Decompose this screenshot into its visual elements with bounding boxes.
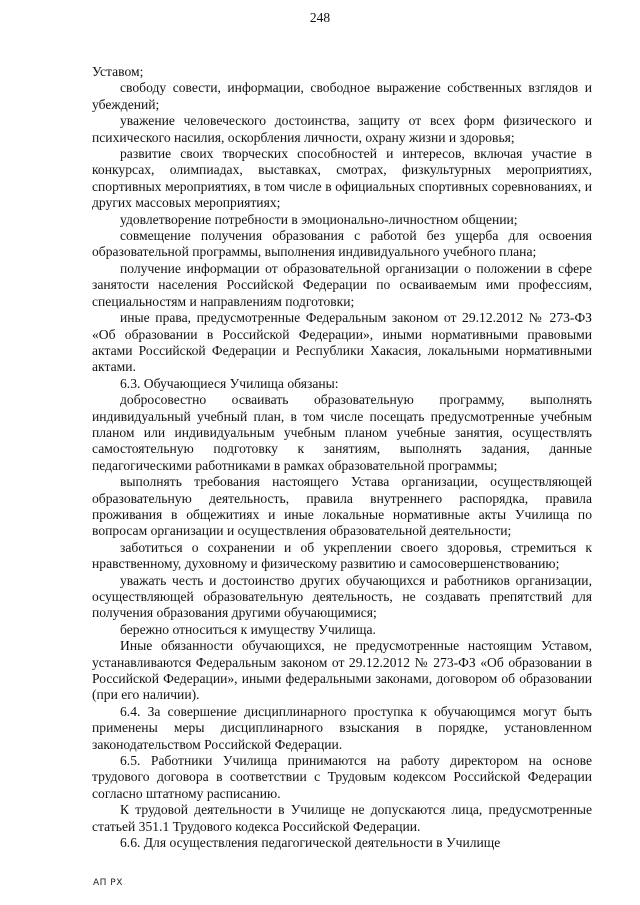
- paragraph: получение информации от образовательной организации о положении в сфере занятости населения Российской Федерации по осваиваемым ими профессиям, специальностям и направлениям подготовки;: [92, 260, 592, 309]
- paragraph: совмещение получения образования с работой без ущерба для освоения образовательной программы, выполнения индивидуального учебного плана;: [92, 228, 592, 260]
- section-heading: 6.3. Обучающиеся Училища обязаны:: [120, 375, 339, 391]
- paragraph: уважать честь и достоинство других обучающихся и работников организации, осуществляющей образовательную деятельность, не создавать препятствий для получения образования другими обучающимися;: [92, 572, 592, 621]
- paragraph: развитие своих творческих способностей и интересов, включая участие в конкурсах, олимпиадах, выставках, смотрах, физкультурных мероприятиях, спортивных мероприятиях, в том числе в официальных спортивных соревнованиях, и других массовых мероприятиях;: [92, 146, 592, 211]
- paragraph: удовлетворение потребности в эмоционально-личностном общении;: [120, 211, 518, 227]
- paragraph: Иные обязанности обучающихся, не предусмотренные настоящим Уставом, устанавливаются Федеральным законом от 29.12.2012 № 273-ФЗ «Об образовании в Российской Федерации», иными федеральными законами, договором об образовании (при его наличии).: [92, 638, 592, 703]
- paragraph: 6.5. Работники Училища принимаются на работу директором на основе трудового договора в соответствии с Трудовым кодексом Российской Федерации согласно штатному расписанию.: [92, 753, 592, 801]
- archive-stamp: АП РХ: [93, 878, 123, 888]
- paragraph: добросовестно осваивать образовательную программу, выполнять индивидуальный учебный план, в том числе посещать предусмотренные учебным планом или индивидуальным учебным планом учебные занятия, осуществлять самостоятельную подготовку к занятиям, выполнять задания, данные педагогическими работниками в рамках образовательной программы;: [92, 392, 592, 473]
- paragraph: бережно относиться к имуществу Училища.: [120, 621, 376, 637]
- page-number: 248: [309, 10, 331, 25]
- paragraph: К трудовой деятельности в Училище не допускаются лица, предусмотренные статьей 351.1 Трудового кодекса Российской Федерации.: [92, 802, 592, 834]
- paragraph: 6.6. Для осуществления педагогической деятельности в Училище: [120, 835, 501, 851]
- document-body: [92, 64, 592, 852]
- paragraph: уважение человеческого достоинства, защиту от всех форм физического и психического насилия, оскорбления личности, охрану жизни и здоровья;: [92, 113, 592, 145]
- paragraph: 6.4. За совершение дисциплинарного проступка к обучающимся могут быть применены меры дисциплинарного взыскания в порядке, установленном законодательством Российской Федерации.: [92, 703, 592, 752]
- paragraph: выполнять требования настоящего Устава организации, осуществляющей образовательную деятельность, правила внутреннего распорядка, правила проживания в общежитиях и иные локальные нормативные акты Училища по вопросам организации и осуществления образовательной деятельности;: [92, 474, 592, 539]
- paragraph: заботиться о сохранении и об укреплении своего здоровья, стремиться к нравственному, духовному и физическому развитию и самосовершенствованию;: [92, 539, 592, 572]
- paragraph: иные права, предусмотренные Федеральным законом от 29.12.2012 № 273-ФЗ «Об образовании в Российской Федерации», иными нормативными правовыми актами Российской Федерации и Республики Хакасия, локальными нормативными актами.: [92, 310, 592, 375]
- paragraph: свободу совести, информации, свободное выражение собственных взглядов и убеждений;: [92, 80, 592, 112]
- paragraph: Уставом;: [92, 64, 144, 79]
